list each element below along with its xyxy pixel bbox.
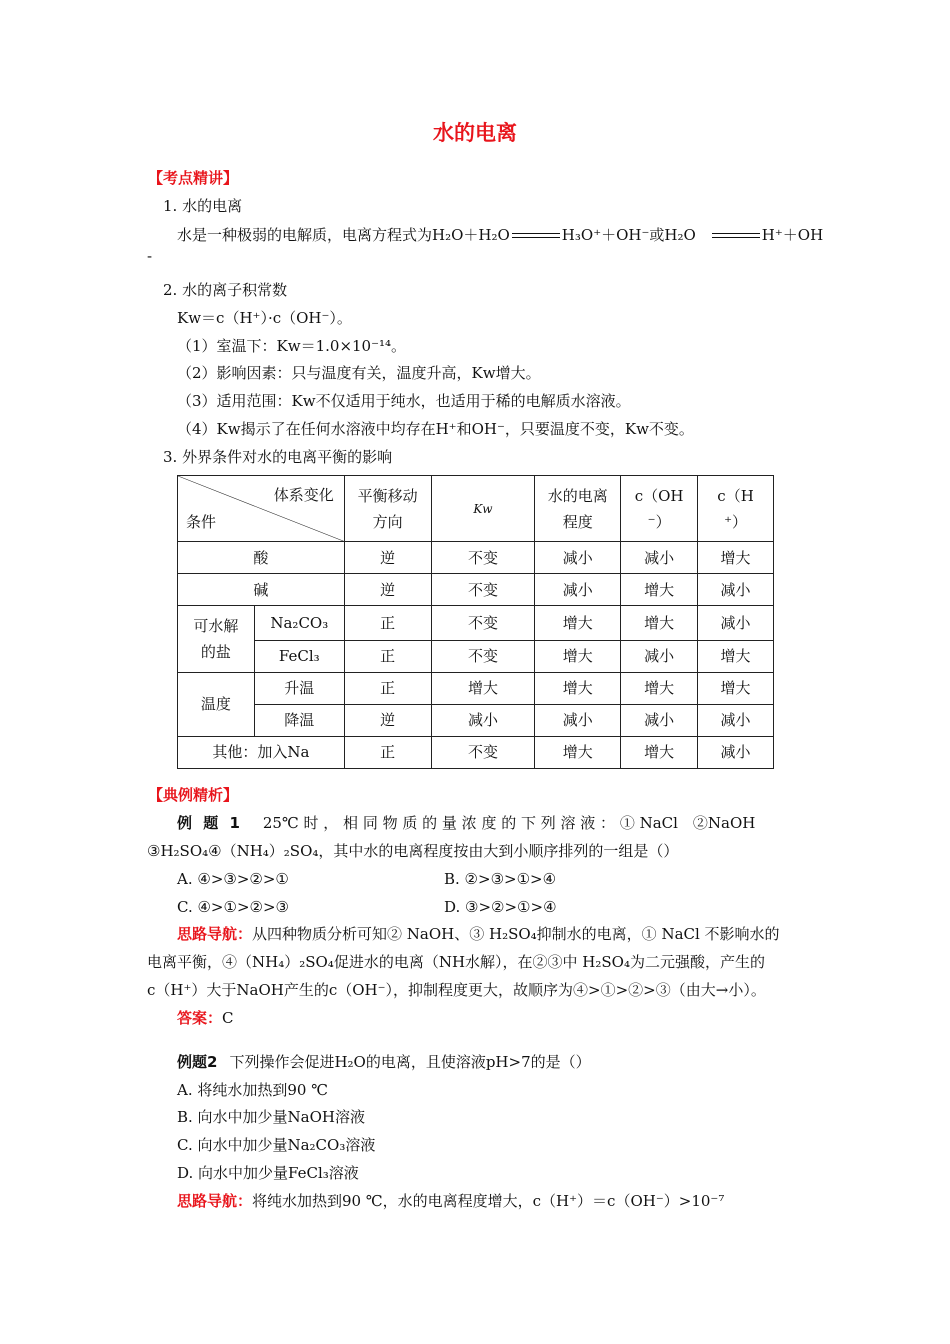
cell: 减小 [698,574,774,606]
cell: 减小 [535,542,621,574]
point-2-heading: 2. 水的离子积常数 [163,281,288,299]
cell: 不变 [431,606,535,640]
row-label: FeCl₃ [254,640,344,672]
equilibrium-arrow-icon [712,232,760,240]
kw-formula: Kw＝c（H⁺）·c（OH⁻）。 [177,309,352,327]
ex2-option-c: C. 向水中加少量Na₂CO₃溶液 [177,1136,376,1154]
example-1-guide-2: 电离平衡，④（NH₄）₂SO₄促进水的电离（NH水解），在②③中 H₂SO₄为二元强酸，产生的 [147,953,765,971]
kw-item-4: （4）Kw揭示了在任何水溶液中均存在H⁺和OH⁻，只要温度不变，Kw不变。 [177,420,694,438]
cell: 减小 [431,704,535,736]
point-1-heading: 1. 水的电离 [163,197,243,215]
option-d: D. ③>②>①>④ [444,898,557,916]
row-label: 升温 [254,672,344,704]
cell: 逆 [344,542,431,574]
example-2-label: 例题2 [177,1053,218,1071]
option-b: B. ②>③>①>④ [444,870,557,888]
kw-item-1: （1）室温下：Kw＝1.0×10⁻¹⁴。 [177,337,407,355]
table-header-row [178,476,774,542]
kw-item-3: （3）适用范围：Kw不仅适用于纯水，也适用于稀的电解质水溶液。 [177,392,631,410]
header-shift: 平衡移动 方向 [344,476,431,542]
section-kaodian: 【考点精讲】 [148,169,239,187]
table-row [178,640,774,672]
cell: 不变 [431,542,535,574]
cell: 不变 [431,736,535,768]
cell: 减小 [698,736,774,768]
section-dianli: 【典例精析】 [148,786,239,804]
guide-label: 思路导航： [177,925,253,943]
cell: 增大 [535,672,621,704]
example-1-guide-1: 思路导航：从四种物质分析可知② NaOH、③ H₂SO₄抑制水的电离，① NaCl 不影响水的 [177,925,780,943]
point-3-heading: 3. 外界条件对水的电离平衡的影响 [163,448,393,466]
cell: 增大 [698,542,774,574]
cell: 增大 [698,672,774,704]
header-kw: Kw [431,476,535,542]
example-2-guide-1: 思路导航：将纯水加热到90 ℃，水的电离程度增大，c（H⁺）＝c（OH⁻）>10⁻⁷ [177,1192,725,1210]
conditions-table [177,475,774,769]
cell: 增大 [698,640,774,672]
equation-overflow: - [147,247,153,265]
example-1-answer: 答案：C [177,1009,234,1027]
example-1-label: 例 题 1 [177,814,243,832]
cell: 逆 [344,704,431,736]
table-row [178,574,774,606]
example-1-line-2: ③H₂SO₄④（NH₄）₂SO₄，其中水的电离程度按由大到小顺序排列的一组是（） [147,842,679,860]
table-row [178,606,774,640]
cell: 不变 [431,640,535,672]
ex2-option-b: B. 向水中加少量NaOH溶液 [177,1108,366,1126]
row-group-label: 温度 [178,672,255,736]
cell: 减小 [535,574,621,606]
header-change: 体系变化 [273,486,334,504]
cell: 减小 [621,542,698,574]
row-label: 碱 [178,574,345,606]
cell: 正 [344,736,431,768]
cell: 减小 [621,704,698,736]
example-1-question: 25℃ 时 ， 相 同 物 质 的 量 浓 度 的 下 列 溶 液 ： ① NaCl ②NaOH [262,814,756,832]
cell: 正 [344,640,431,672]
cell: 增大 [535,606,621,640]
table-row [178,672,774,704]
row-label: 降温 [254,704,344,736]
page-title: 水的电离 [433,121,517,145]
option-a: A. ④>③>②>① [177,870,289,888]
cell: 减小 [535,704,621,736]
example-1-guide-3: c（H⁺）大于NaOH产生的c（OH⁻），抑制程度更大，故顺序为④>①>②>③（由大→小）。 [147,981,766,999]
row-label: 其他：加入Na [178,736,345,768]
cell: 不变 [431,574,535,606]
cell: 增大 [535,640,621,672]
row-label: Na₂CO₃ [254,606,344,640]
cell: 正 [344,606,431,640]
point-1-body [177,225,823,245]
cell: 正 [344,672,431,704]
cell: 增大 [535,736,621,768]
row-group-label: 可水解 的盐 [178,606,255,672]
equation-part-c: H⁺＋OH [761,226,824,244]
cell: 减小 [621,640,698,672]
header-degree: 水的电离 程度 [535,476,621,542]
cell: 增大 [621,736,698,768]
cell: 增大 [431,672,535,704]
table-row [178,542,774,574]
header-c-h: c（H ⁺） [698,476,774,542]
header-c-oh: c（OH ⁻） [621,476,698,542]
cell: 增大 [621,574,698,606]
row-label: 酸 [178,542,345,574]
table-row [178,736,774,768]
cell: 增大 [621,672,698,704]
cell: 减小 [698,704,774,736]
option-c: C. ④>①>②>③ [177,898,289,916]
equilibrium-arrow-icon [512,232,560,240]
kw-item-2: （2）影响因素：只与温度有关，温度升高，Kw增大。 [177,364,541,382]
equation-part-b: H₃O⁺＋OH⁻或H₂O [561,226,696,244]
guide-label: 思路导航： [177,1192,253,1210]
cell: 逆 [344,574,431,606]
ex2-option-d: D. 向水中加少量FeCl₃溶液 [177,1164,359,1182]
cell: 减小 [698,606,774,640]
table-row [178,704,774,736]
equation-part-a: 水是一种极弱的电解质，电离方程式为H₂O＋H₂O [177,226,510,244]
answer-label: 答案： [177,1009,223,1027]
ex2-option-a: A. 将纯水加热到90 ℃ [177,1081,329,1099]
example-2-question: 例题2 下列操作会促进H₂O的电离，且使溶液pH>7的是（） [177,1053,591,1071]
diagonal-header-cell [178,476,345,542]
example-1-line-1 [177,813,755,833]
cell: 增大 [621,606,698,640]
header-condition: 条件 [186,513,217,532]
